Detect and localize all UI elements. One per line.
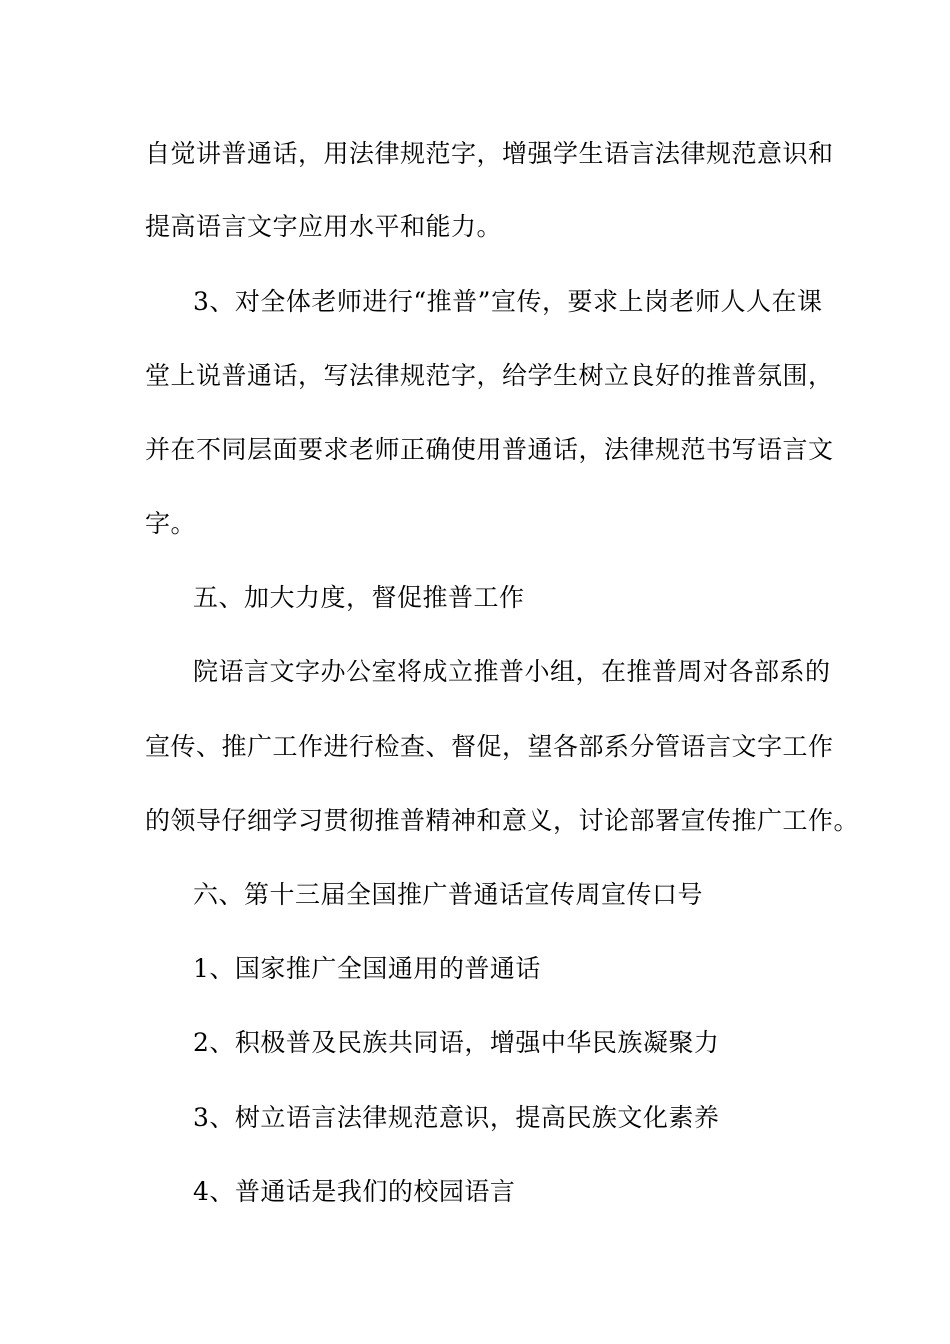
- paragraph-line: 字。: [145, 509, 197, 538]
- paragraph-line: 院语言文字办公室将成立推普小组，在推普周对各部系的: [193, 657, 831, 686]
- paragraph-line: 提高语言文字应用水平和能力。: [145, 212, 503, 241]
- paragraph-line: 堂上说普通话，写法律规范字，给学生树立良好的推普氛围，: [145, 361, 834, 390]
- slogan-item: 2、积极普及民族共同语，增强中华民族凝聚力: [193, 1028, 720, 1057]
- section-heading: 五、加大力度，督促推普工作: [193, 583, 525, 612]
- paragraph-line: 3、对全体老师进行“推普”宣传，要求上岗老师人人在课: [193, 287, 823, 316]
- section-heading: 六、第十三届全国推广普通话宣传周宣传口号: [193, 880, 704, 909]
- slogan-item: 4、普通话是我们的校园语言: [193, 1177, 516, 1206]
- paragraph-line: 宣传、推广工作进行检查、督促，望各部系分管语言文字工作: [145, 732, 834, 761]
- paragraph-line: 自觉讲普通话，用法律规范字，增强学生语言法律规范意识和: [145, 139, 834, 168]
- paragraph-line: 并在不同层面要求老师正确使用普通话，法律规范书写语言文: [145, 435, 834, 464]
- slogan-item: 3、树立语言法律规范意识，提高民族文化素养: [193, 1103, 720, 1132]
- slogan-item: 1、国家推广全国通用的普通话: [193, 954, 541, 983]
- paragraph-line: 的领导仔细学习贯彻推普精神和意义，讨论部署宣传推广工作。: [145, 806, 860, 835]
